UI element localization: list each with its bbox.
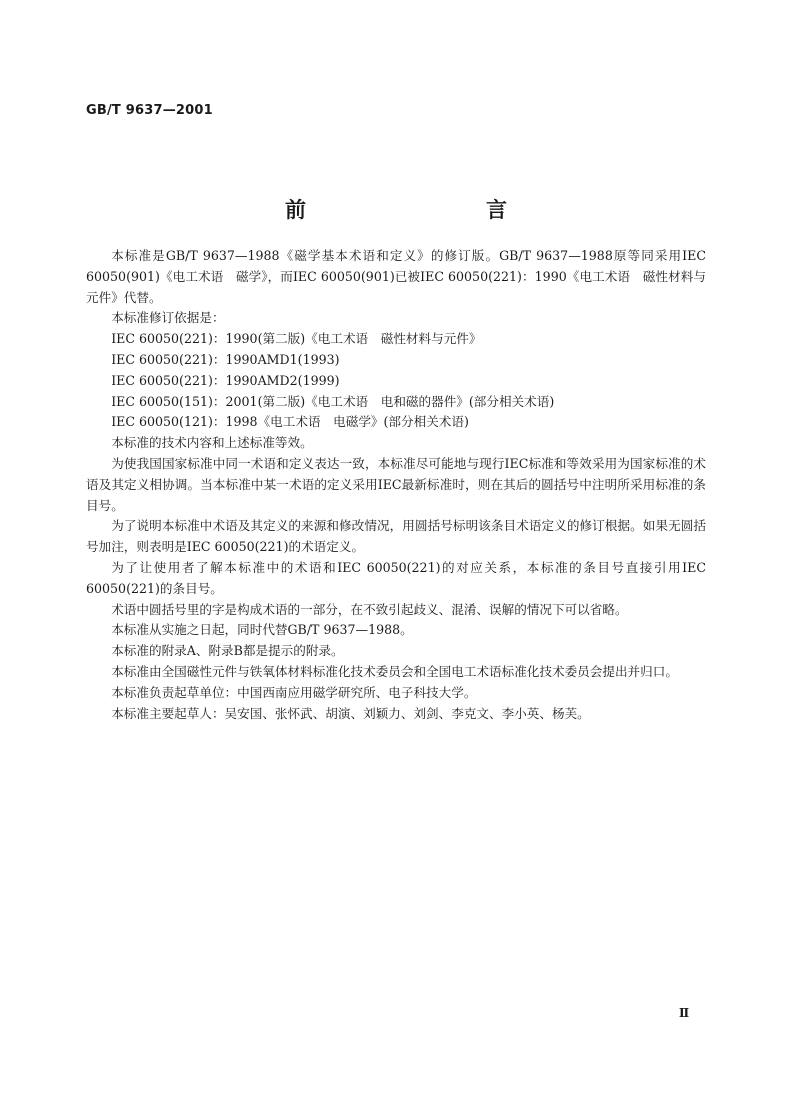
reference-item: IEC 60050(221)：1990AMD1(1993)	[111, 351, 340, 367]
reference-item: IEC 60050(121)：1998《电工术语 电磁学》(部分相关术语)	[111, 414, 469, 430]
paragraph-annexes: 本标准的附录A、附录B都是提示的附录。	[111, 643, 344, 659]
foreword-body	[86, 246, 706, 724]
paragraph-entry-numbers: 为了让使用者了解本标准中的术语和IEC 60050(221)的对应关系，本标准的条目号直接引用IEC 60050(221)的条目号。	[86, 559, 706, 596]
paragraph-parentheses: 为了说明本标准中术语及其定义的来源和修改情况，用圆括号标明该条目术语定义的修订根据。如果无圆括号加注，则表明是IEC 60050(221)的术语定义。	[86, 518, 706, 555]
paragraph-optional-chars: 术语中圆括号里的字是构成术语的一部分，在不致引起歧义、混淆、误解的情况下可以省略。	[111, 601, 628, 617]
paragraph-consistency: 为使我国国家标准中同一术语和定义表达一致，本标准尽可能地与现行IEC标准和等效采用为国家标准的术语及其定义相协调。当本标准中某一术语的定义采用IEC最新标准时，则在其后的圆括号中注明所采用标准的条目号。	[86, 455, 706, 513]
paragraph-proposer: 本标准由全国磁性元件与铁氧体材料标准化技术委员会和全国电工术语标准化技术委员会提出并归口。	[111, 663, 678, 679]
paragraph-revision-note: 本标准是GB/T 9637—1988《磁学基本术语和定义》的修订版。GB/T 9637—1988原等同采用IEC 60050(901)《电工术语 磁学》，而IEC 60050(901)已被IEC 60050(221)：1990《电工术语 磁性材料与元件》代替。	[86, 248, 706, 305]
reference-item: IEC 60050(221)：1990AMD2(1999)	[111, 372, 340, 388]
paragraph-drafting-units: 本标准负责起草单位：中国西南应用磁学研究所、电子科技大学。	[111, 684, 477, 700]
paragraph-replacement: 本标准从实施之日起，同时代替GB/T 9637—1988。	[111, 622, 413, 638]
paragraph-basis-intro: 本标准修订依据是：	[111, 310, 225, 326]
standard-code: GB/T 9637—2001	[86, 103, 213, 118]
page-number: Ⅱ	[679, 1006, 690, 1020]
reference-item: IEC 60050(221)：1990(第二版)《电工术语 磁性材料与元件》	[111, 331, 482, 347]
reference-item: IEC 60050(151)：2001(第二版)《电工术语 电和磁的器件》(部分相关术语)	[111, 393, 555, 409]
paragraph-drafters: 本标准主要起草人：吴安国、张怀武、胡演、刘颖力、刘剑、李克文、李小英、杨芙。	[111, 705, 590, 721]
page-title: 前 言	[285, 197, 553, 222]
paragraph-equivalence: 本标准的技术内容和上述标准等效。	[111, 435, 313, 451]
